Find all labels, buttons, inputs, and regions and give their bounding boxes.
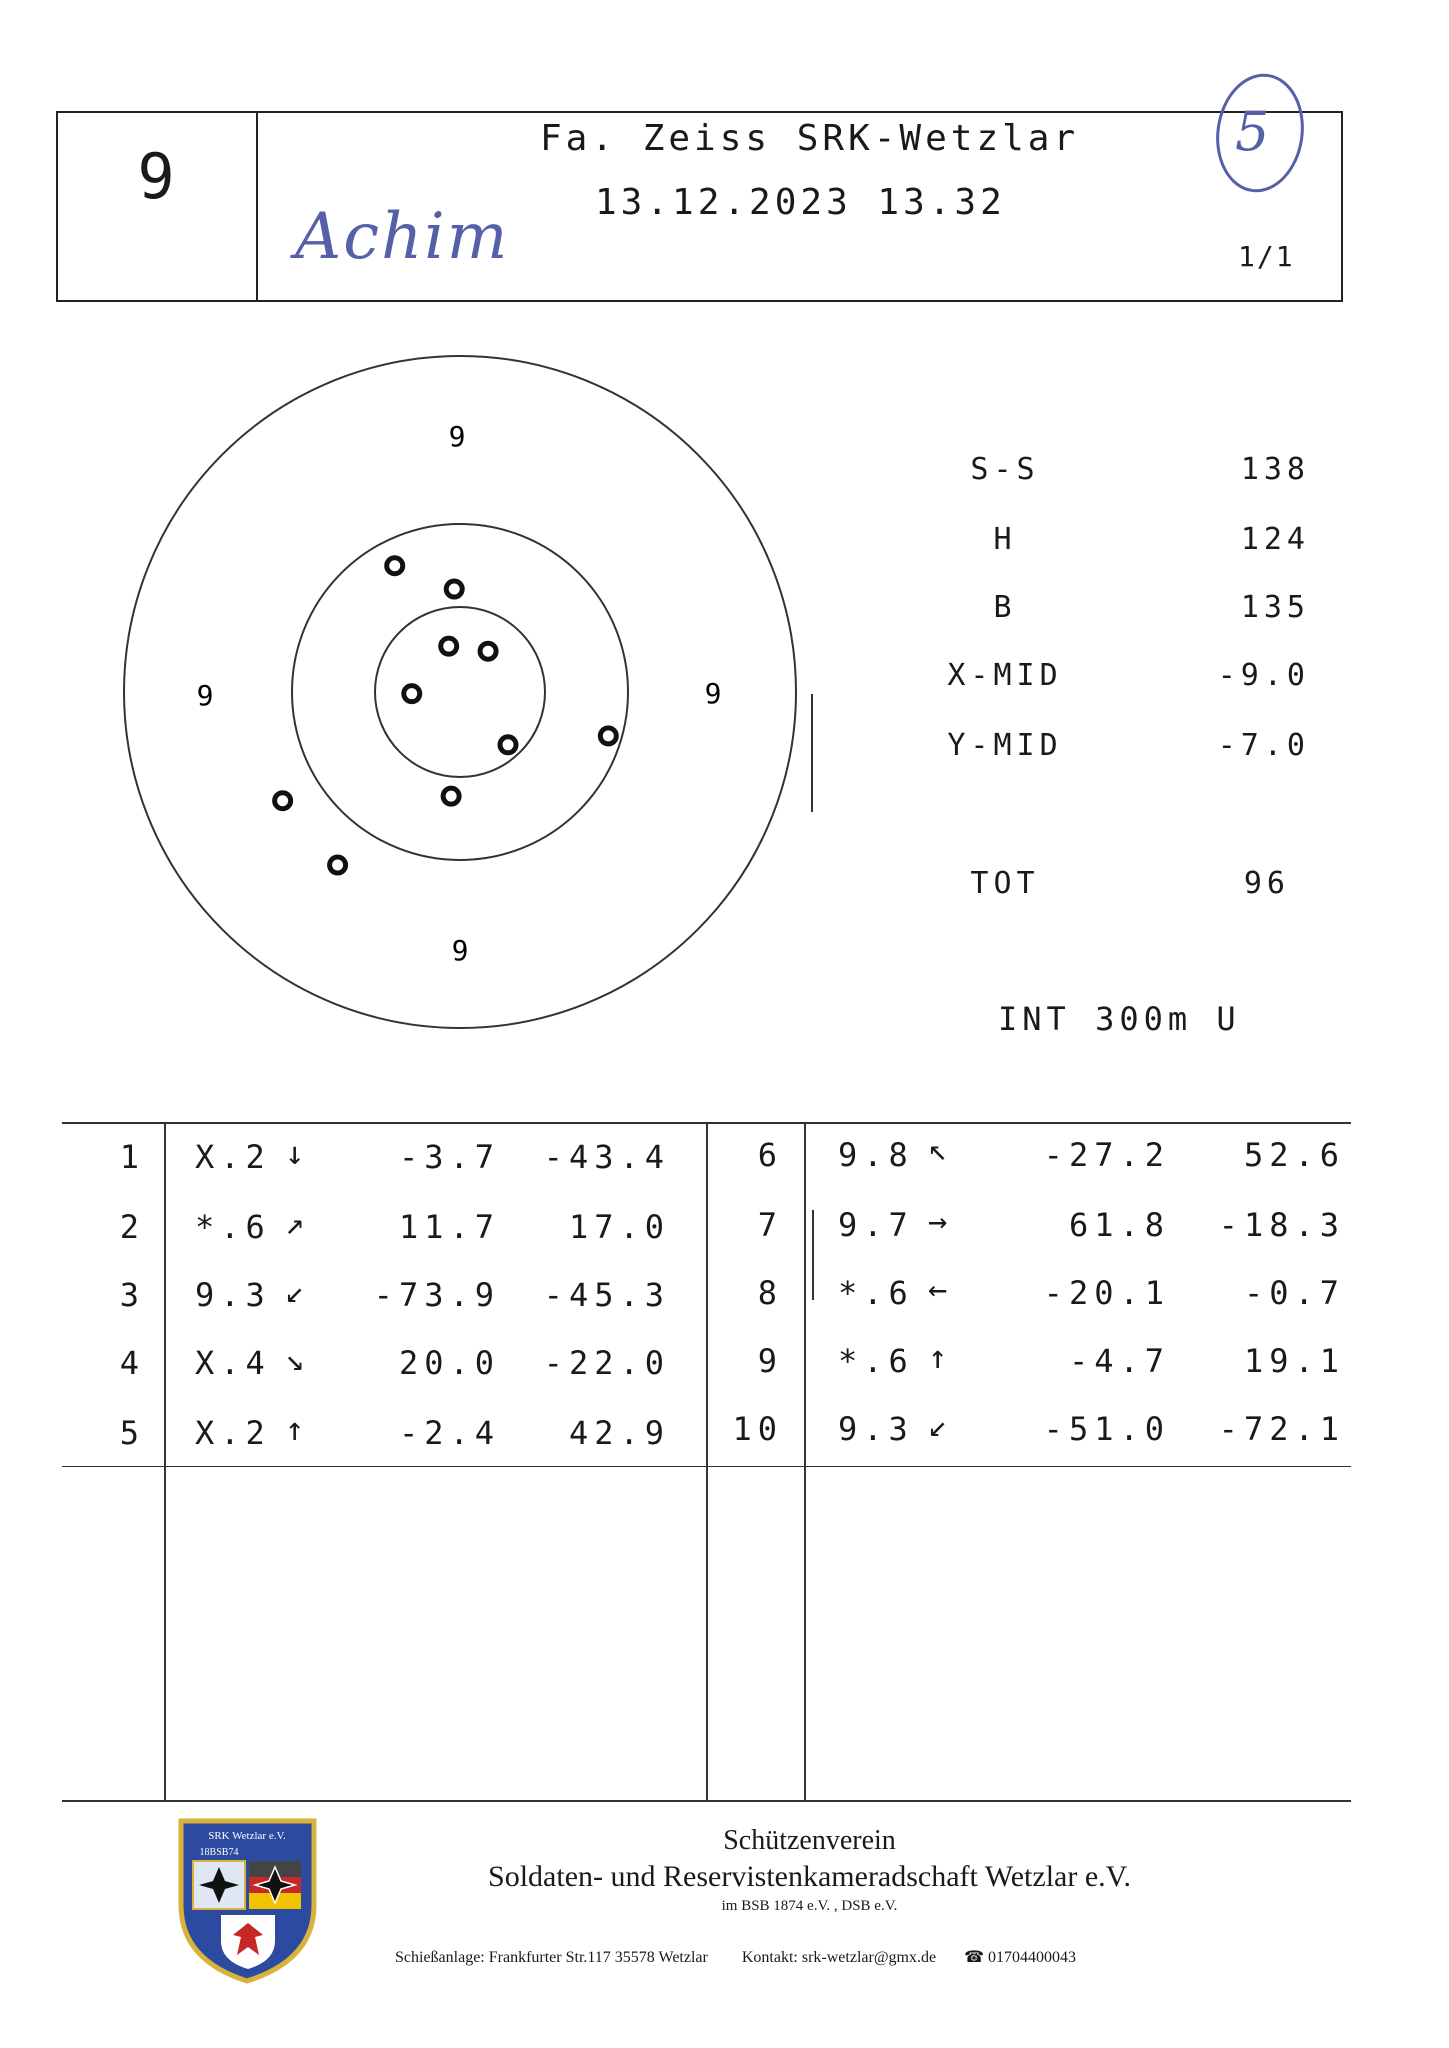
shot-x: 61.8	[1068, 1206, 1170, 1244]
shot-score: X.4	[195, 1344, 271, 1382]
shot-direction-icon: ↑	[285, 1410, 311, 1448]
shot-x: -20.1	[1043, 1274, 1170, 1312]
shot-direction-icon: ↙	[285, 1272, 311, 1310]
shot-number: 8	[757, 1274, 783, 1312]
shot-score: 9.8	[838, 1136, 914, 1174]
shot-score: *.6	[838, 1274, 914, 1312]
shot-direction-icon: ←	[928, 1270, 954, 1308]
event-title: Fa. Zeiss SRK-Wetzlar	[540, 118, 1080, 159]
shot-x: 11.7	[398, 1208, 500, 1246]
stat-value-ss: 138	[1240, 452, 1310, 487]
lane-number: 9	[137, 140, 175, 213]
svg-text:18BSB74: 18BSB74	[199, 1847, 239, 1858]
shot-number: 2	[119, 1208, 145, 1246]
shot-score: X.2	[195, 1414, 271, 1452]
discipline-label: INT 300m U	[998, 1000, 1241, 1038]
shot-hole-7	[600, 728, 616, 744]
shot-y: -45.3	[543, 1276, 670, 1314]
shot-score: *.6	[195, 1208, 271, 1246]
shot-x: -4.7	[1068, 1342, 1170, 1380]
shot-score: *.6	[838, 1342, 914, 1380]
shot-y: -18.3	[1218, 1206, 1345, 1244]
table-margin-mark	[812, 1210, 814, 1300]
ring-label-top: 9	[448, 420, 466, 453]
club-name-line-1: Schützenverein	[723, 1825, 896, 1856]
ring-label-left: 9	[196, 679, 214, 712]
ring-label-bottom: 9	[451, 934, 469, 967]
club-name-line-2: Soldaten- und Reservistenkameradschaft Wetzlar e.V.	[488, 1860, 1131, 1893]
stat-label-ss: S-S	[970, 452, 1040, 487]
shot-hole-9	[441, 638, 457, 654]
shot-number: 9	[757, 1342, 783, 1380]
club-email: Kontakt: srk-wetzlar@gmx.de	[741, 1949, 937, 1966]
shot-y: 42.9	[568, 1414, 670, 1452]
club-address: Schießanlage: Frankfurter Str.117 35578 Wetzlar	[395, 1949, 708, 1966]
shot-score: 9.3	[838, 1410, 914, 1448]
svg-text:SRK Wetzlar e.V.: SRK Wetzlar e.V.	[208, 1830, 286, 1842]
shot-hole-5	[446, 581, 462, 597]
shot-score: X.2	[195, 1138, 271, 1176]
shot-x: -73.9	[373, 1276, 500, 1314]
shot-number: 3	[119, 1276, 145, 1314]
shot-direction-icon: ↑	[928, 1338, 954, 1376]
shot-x: -51.0	[1043, 1410, 1170, 1448]
shot-y: -22.0	[543, 1344, 670, 1382]
shot-number: 7	[757, 1206, 783, 1244]
ring-label-right: 9	[704, 677, 722, 710]
shot-direction-icon: ↗	[285, 1204, 311, 1242]
shot-direction-icon: ↘	[285, 1340, 311, 1378]
table-vline-1	[164, 1124, 166, 1802]
stat-value-ymid: -7.0	[1217, 728, 1310, 763]
shot-number: 6	[757, 1136, 783, 1174]
shot-direction-icon: ↖	[928, 1130, 954, 1168]
shot-hole-3	[275, 793, 291, 809]
shot-hole-1	[443, 788, 459, 804]
score-mark-handwritten: 5	[1235, 100, 1270, 163]
shot-x: -3.7	[398, 1138, 500, 1176]
target-ring-middle	[292, 524, 628, 860]
target-ring-outer	[124, 356, 796, 1028]
event-datetime: 13.12.2023 13.32	[595, 182, 1006, 223]
stat-value-h: 124	[1240, 522, 1310, 557]
stat-label-h: H	[993, 522, 1017, 557]
shot-y: -0.7	[1243, 1274, 1345, 1312]
shooter-name-handwritten: Achim	[295, 200, 510, 274]
shot-hole-8	[404, 686, 420, 702]
stat-value-xmid: -9.0	[1217, 658, 1310, 693]
stat-label-b: B	[993, 590, 1017, 625]
shot-hole-10	[330, 857, 346, 873]
stat-label-ymid: Y-MID	[947, 728, 1063, 763]
shot-direction-icon: ↓	[285, 1134, 311, 1172]
shot-score: 9.7	[838, 1206, 914, 1244]
shot-number: 10	[732, 1410, 783, 1448]
shot-y: 17.0	[568, 1208, 670, 1246]
shot-x: -27.2	[1043, 1136, 1170, 1174]
club-phone: ☎ 01704400043	[964, 1949, 1077, 1966]
shot-y: 19.1	[1243, 1342, 1345, 1380]
shot-number: 4	[119, 1344, 145, 1382]
stat-label-tot: TOT	[970, 866, 1040, 901]
shot-score: 9.3	[195, 1276, 271, 1314]
footer-contact	[395, 1947, 1076, 1967]
shot-hole-4	[500, 737, 516, 753]
table-vline-2	[706, 1124, 708, 1802]
stat-value-b: 135	[1240, 590, 1310, 625]
shot-x: 20.0	[398, 1344, 500, 1382]
shot-x: -2.4	[398, 1414, 500, 1452]
stat-label-xmid: X-MID	[947, 658, 1063, 693]
page-indicator: 1/1	[1238, 240, 1295, 273]
shot-holes	[275, 558, 617, 873]
shot-direction-icon: ↙	[928, 1406, 954, 1444]
shot-number: 1	[119, 1138, 145, 1176]
club-affiliation: im BSB 1874 e.V. , DSB e.V.	[721, 1898, 898, 1914]
shot-direction-icon: →	[928, 1202, 954, 1240]
shot-number: 5	[119, 1414, 145, 1452]
shot-hole-2	[480, 643, 496, 659]
footer-line	[62, 1800, 1351, 1802]
shot-y: 52.6	[1243, 1136, 1345, 1174]
shot-hole-6	[387, 558, 403, 574]
stat-value-tot: 96	[1243, 866, 1290, 901]
shot-y: -43.4	[543, 1138, 670, 1176]
shot-y: -72.1	[1218, 1410, 1345, 1448]
target-ring-inner	[375, 607, 545, 777]
table-vline-3	[804, 1124, 806, 1802]
